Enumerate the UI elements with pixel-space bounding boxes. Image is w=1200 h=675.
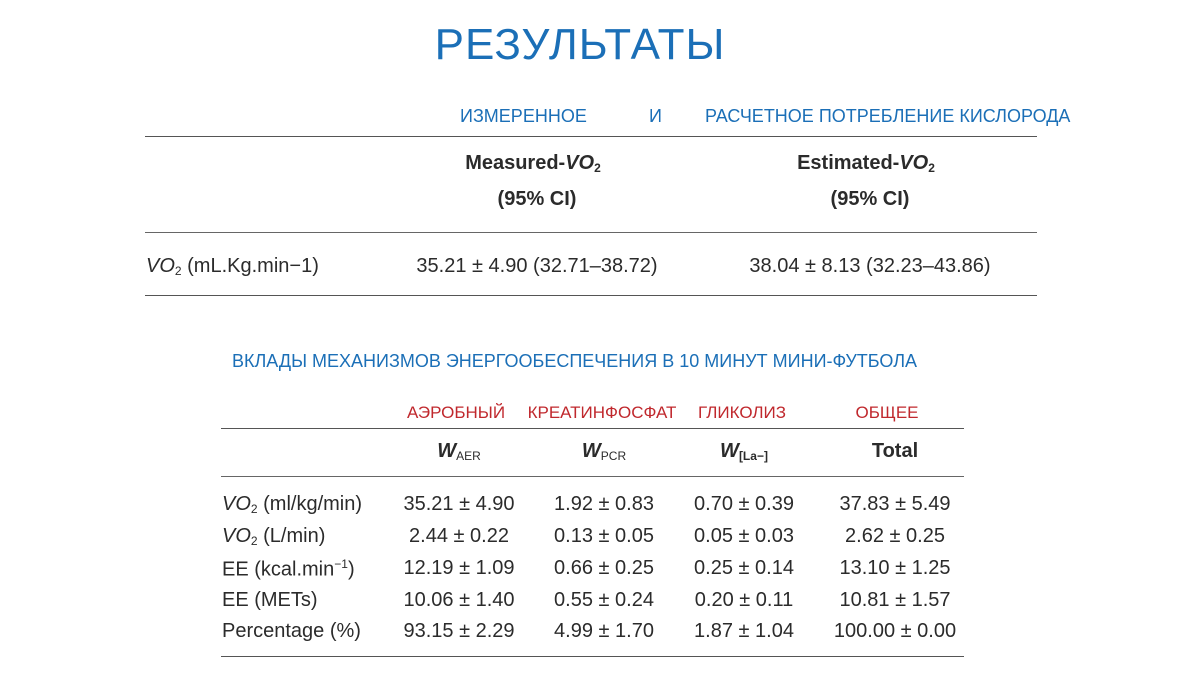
table1-top-rule	[145, 136, 1037, 137]
table2-caption: ВКЛАДЫ МЕХАНИЗМОВ ЭНЕРГООБЕСПЕЧЕНИЯ В 10 МИНУТ МИНИ-ФУТБОЛА	[232, 351, 918, 371]
table2-cell: 10.81 ± 1.57	[839, 589, 951, 611]
table2-cell: 10.06 ± 1.40	[403, 589, 515, 611]
table2-header-wpcr: $W_{PCR}$	[581, 440, 627, 463]
table2-cell: 2.62 ± 0.25	[845, 525, 945, 547]
table2-top-rule	[221, 428, 964, 429]
table2-cell: 0.20 ± 0.11	[694, 589, 794, 611]
table2-row-label: EE (METs)	[222, 589, 318, 611]
table2-cell: 37.83 ± 5.49	[839, 493, 951, 515]
table2-cell: 0.13 ± 0.05	[554, 525, 654, 547]
table2-cell: 12.19 ± 1.09	[403, 557, 515, 579]
table2-cell: 35.21 ± 4.90	[403, 493, 515, 515]
table2-cell: 2.44 ± 0.22	[409, 525, 509, 547]
table2-cell: 0.66 ± 0.25	[554, 557, 654, 579]
table2-row-label: $VO_2$ (ml/kg/min)	[222, 493, 363, 516]
table2-cell: 0.25 ± 0.14	[694, 557, 794, 579]
table2-row-label: $VO_2$ (L/min)	[222, 525, 326, 548]
table1-row-label: $VO_2$ (mL.Kg.min−1)	[146, 255, 319, 278]
table2-row-label: Percentage (%)	[222, 620, 361, 642]
table1-caption-estimated: РАСЧЕТНОЕ ПОТРЕБЛЕНИЕ КИСЛОРОДА	[705, 106, 1071, 126]
table2-ru-header-aer: АЭРОБНЫЙ	[406, 403, 506, 422]
table2-ru-header-pcr: КРЕАТИНФОСФАТ	[527, 403, 677, 422]
table2-cell: 0.55 ± 0.24	[554, 589, 654, 611]
table2-cell: 100.00 ± 0.00	[833, 620, 957, 642]
table1-header-estimated-ci: (95% CI)	[830, 188, 910, 210]
table2-ru-header-total: ОБЩЕЕ	[855, 403, 919, 422]
table2-mid-rule	[221, 476, 964, 477]
table1-header-estimated: Estimated-$VO_2$	[797, 152, 935, 175]
table2-header-wla: $W_{[La-]}$	[720, 440, 768, 463]
table2-cell: 1.87 ± 1.04	[694, 620, 794, 642]
table1-caption-and: И	[649, 106, 662, 126]
table2-ru-header-la: ГЛИКОЛИЗ	[697, 403, 787, 422]
table2-cell: 13.10 ± 1.25	[839, 557, 951, 579]
table2-cell: 1.92 ± 0.83	[554, 493, 654, 515]
table1-caption-measured: ИЗМЕРЕННОЕ	[460, 106, 587, 126]
slide-title: РЕЗУЛЬТАТЫ	[434, 20, 726, 69]
table1-header-measured: Measured-$VO_2$	[465, 152, 601, 175]
table2-row-label: EE $(kcal.\min^{-1})$	[222, 557, 355, 581]
table2-cell: 93.15 ± 2.29	[403, 620, 515, 642]
table1-mid-rule	[145, 232, 1037, 233]
table2-cell: 4.99 ± 1.70	[554, 620, 654, 642]
table1-cell-estimated: 38.04 ± 8.13 (32.23–43.86)	[749, 255, 991, 277]
table2-cell: 0.05 ± 0.03	[694, 525, 794, 547]
table1-bottom-rule	[145, 295, 1037, 296]
table2-cell: 0.70 ± 0.39	[694, 493, 794, 515]
table2-header-waer: $W_{AER}$	[437, 440, 481, 463]
table2-bottom-rule	[221, 656, 964, 657]
table2-header-total: Total	[871, 440, 919, 462]
table1-header-measured-ci: (95% CI)	[497, 188, 577, 210]
table1-cell-measured: 35.21 ± 4.90 (32.71–38.72)	[416, 255, 658, 277]
